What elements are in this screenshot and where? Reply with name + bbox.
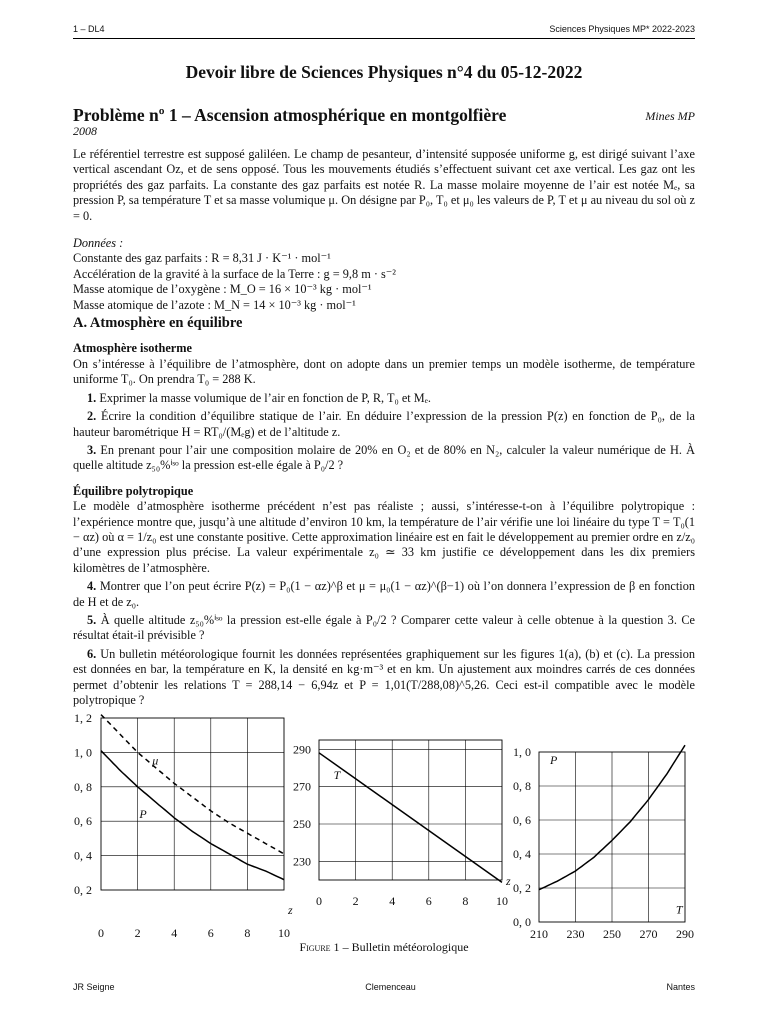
figure-caption (0, 940, 768, 955)
section-a-title: A. Atmosphère en équilibre (73, 315, 243, 332)
y-tick-label: 1, 0 (74, 745, 92, 760)
isotherm-intro: On s’intéresse à l’équilibre de l’atmosphère, dont on adopte dans un premier temps un modèle isotherme, de température uniforme T₀. On prendra T₀ = 288 K. (73, 356, 695, 387)
x-tick-label: 270 (639, 927, 658, 941)
question-text: Écrire la condition d’équilibre statique de l’air. En déduire l’expression de la pression P(z) en fonction de P₀, de la hauteur barométrique H = RT₀/(Mₑg) et de l’altitude z. (73, 409, 695, 439)
x-tick-label: 4 (171, 926, 178, 940)
x-tick-label: 230 (566, 927, 585, 941)
data-block-title: Données : (73, 236, 124, 251)
series-p-label: P (139, 806, 147, 821)
problem-year: 2008 (73, 124, 97, 138)
question-3 (73, 443, 695, 474)
x-tick-label: 250 (603, 927, 621, 941)
subsection-isotherm-title: Atmosphère isotherme (73, 341, 192, 356)
y-tick-label: 0, 4 (513, 847, 531, 861)
subsection-polytropic-title: Équilibre polytropique (73, 483, 194, 498)
y-tick-label: 290 (293, 742, 311, 757)
question-number: 5. (87, 612, 97, 627)
page-header (73, 24, 695, 34)
x-tick-label: 6 (425, 894, 432, 908)
x-tick-label: 210 (530, 927, 548, 941)
x-tick-label: 10 (496, 894, 508, 908)
series-p-label: P (549, 752, 558, 767)
intro-paragraph: Le référentiel terrestre est supposé galiléen. Le champ de pesanteur, d’intensité supposée uniforme g, est dirigé suivant l’axe vertical ascendant Oz, et de sens opposé. Tous les mouvements étudiés s’effectuent suivant cet axe vertical. Les gaz ont les propriétés des gaz parfaits. La constante des gaz parfaits est notée R. La masse molaire moyenne de l’air est notée Mₑ, sa pression P, sa température T et sa masse volumique μ. On désigne par P₀, T₀ et μ₀ les valeurs de P, T et μ au niveau du sol où z = 0. (73, 147, 695, 223)
y-tick-label: 0, 2 (513, 881, 531, 895)
x-tick-label: 0 (98, 926, 104, 940)
question-2 (73, 409, 695, 440)
x-tick-label: 0 (316, 894, 322, 908)
problem-title: Problème nº 1 – Ascension atmosphérique en montgolfière (73, 105, 507, 125)
chart-b (293, 740, 511, 908)
question-number: 4. (87, 579, 97, 594)
data-line: Accélération de la gravité à la surface de la Terre : g = 9,8 m · s⁻² (73, 266, 396, 281)
doc-title: Devoir libre de Sciences Physiques n°4 du 05-12-2022 (185, 62, 583, 82)
question-number: 6. (87, 646, 97, 661)
problem-source: Mines MP (645, 109, 695, 123)
x-axis-label: z (506, 874, 511, 888)
chart-a (74, 711, 293, 940)
question-number: 1. (87, 390, 97, 405)
question-4 (73, 579, 695, 610)
y-tick-label: 0, 6 (513, 813, 531, 827)
question-number: 2. (87, 409, 97, 424)
footer-center: Clemenceau (365, 982, 416, 992)
question-text: À quelle altitude z₅₀%ⁱˢᵒ la pression est-elle égale à P₀/2 ? Comparer cette valeur à celle obtenue à la question 3. Ce résultat était-il prévisible ? (73, 612, 695, 643)
data-line: Constante des gaz parfaits : R = 8,31 J · K⁻¹ · mol⁻¹ (73, 251, 331, 266)
x-tick-label: 4 (389, 894, 396, 908)
header-right: Sciences Physiques MP* 2022-2023 (549, 24, 695, 34)
y-tick-label: 0, 0 (513, 915, 531, 929)
series-t-label: T (333, 768, 341, 783)
polytropic-intro: Le modèle d’atmosphère isotherme précédent n’est pas réaliste ; aussi, s’intéresse-t-on à l’équilibre polytropique : l’expérience montre que, jusqu’à une altitude d’environ 10 km, la température de l’air vérifie une loi linéaire du type T = T₀(1 − αz) où α = 1/z₀ est une constante positive. Cette approximation linéaire est en fait le développement au premier ordre en z/z₀ d’une expression plus précise. La valeur expérimentale z₀ ≃ 33 km justifie ce développement dans les dix premiers kilomètres de l’atmosphère. (73, 499, 695, 575)
x-tick-label: 2 (352, 894, 359, 908)
data-line: Masse atomique de l’azote : M_N = 14 × 10⁻³ kg · mol⁻¹ (73, 297, 356, 312)
y-tick-label: 0, 6 (74, 814, 92, 829)
data-line: Masse atomique de l’oxygène : M_O = 16 × 10⁻³ kg · mol⁻¹ (73, 282, 372, 297)
y-tick-label: 0, 8 (74, 779, 92, 794)
series-p-curve (101, 751, 284, 880)
chart-c (513, 745, 694, 941)
body-text (73, 147, 695, 708)
x-tick-label: 6 (207, 926, 214, 940)
x-axis-label: z (288, 903, 293, 917)
x-tick-label: 8 (244, 926, 251, 940)
y-tick-label: 0, 2 (74, 883, 92, 897)
x-tick-label: 8 (462, 894, 469, 908)
figure-1 (0, 700, 768, 960)
question-5 (73, 613, 695, 644)
y-tick-label: 0, 4 (74, 848, 92, 863)
header-left: 1 – DL4 (73, 24, 105, 34)
series-t-line (319, 753, 502, 883)
y-tick-label: 230 (293, 854, 311, 869)
question-text: Un bulletin météorologique fournit les données représentées graphiquement sur les figures 1(a), (b) et (c). La pression est données en bar, la température en K, la densité en kg·m⁻³ et en km. Un ajustement aux moindres carrés de ces données permet d’obtenir les relations T = 288,14 − 6,94z et P = 1,01(T/288,08)^5,26. Ceci est-il compatible avec le modèle polytropique ? (73, 646, 695, 707)
footer-left: JR Seigne (73, 982, 115, 992)
question-1 (73, 391, 695, 406)
question-text: Exprimer la masse volumique de l’air en fonction de P, R, T₀ et Mₑ. (99, 390, 431, 405)
y-tick-label: 0, 8 (513, 779, 531, 793)
x-axis-label: T (675, 902, 683, 917)
x-tick-label: 290 (676, 927, 694, 941)
y-tick-label: 250 (293, 817, 311, 831)
footer-right: Nantes (666, 982, 695, 992)
problem-heading (73, 105, 695, 139)
question-number: 3. (87, 442, 97, 457)
series-mu-curve (101, 715, 284, 854)
figure-caption-text: – Bulletin météorologique (339, 940, 469, 954)
data-block (73, 236, 695, 313)
x-tick-label: 10 (278, 926, 290, 940)
series-mu-label: μ (152, 753, 159, 768)
y-tick-label: 270 (293, 779, 311, 794)
question-text: En prenant pour l’air une composition molaire de 20% en O₂ et de 80% en N₂, calculer la valeur numérique de H. À quelle altitude z₅₀%ⁱˢᵒ la pression est-elle égale à P₀/2 ? (73, 442, 696, 473)
x-tick-label: 2 (134, 926, 141, 940)
y-tick-label: 1, 2 (74, 711, 92, 725)
page-footer (73, 982, 695, 992)
question-text: Montrer que l’on peut écrire P(z) = P₀(1 − αz)^β et μ = μ₀(1 − αz)^(β−1) où l’on donnera l’expression de β en fonction de H et de z₀. (73, 579, 696, 609)
y-tick-label: 1, 0 (513, 745, 531, 759)
chart-frame (319, 740, 502, 880)
figure-caption-label: Figure 1 (299, 940, 340, 954)
header-rule (73, 38, 695, 39)
